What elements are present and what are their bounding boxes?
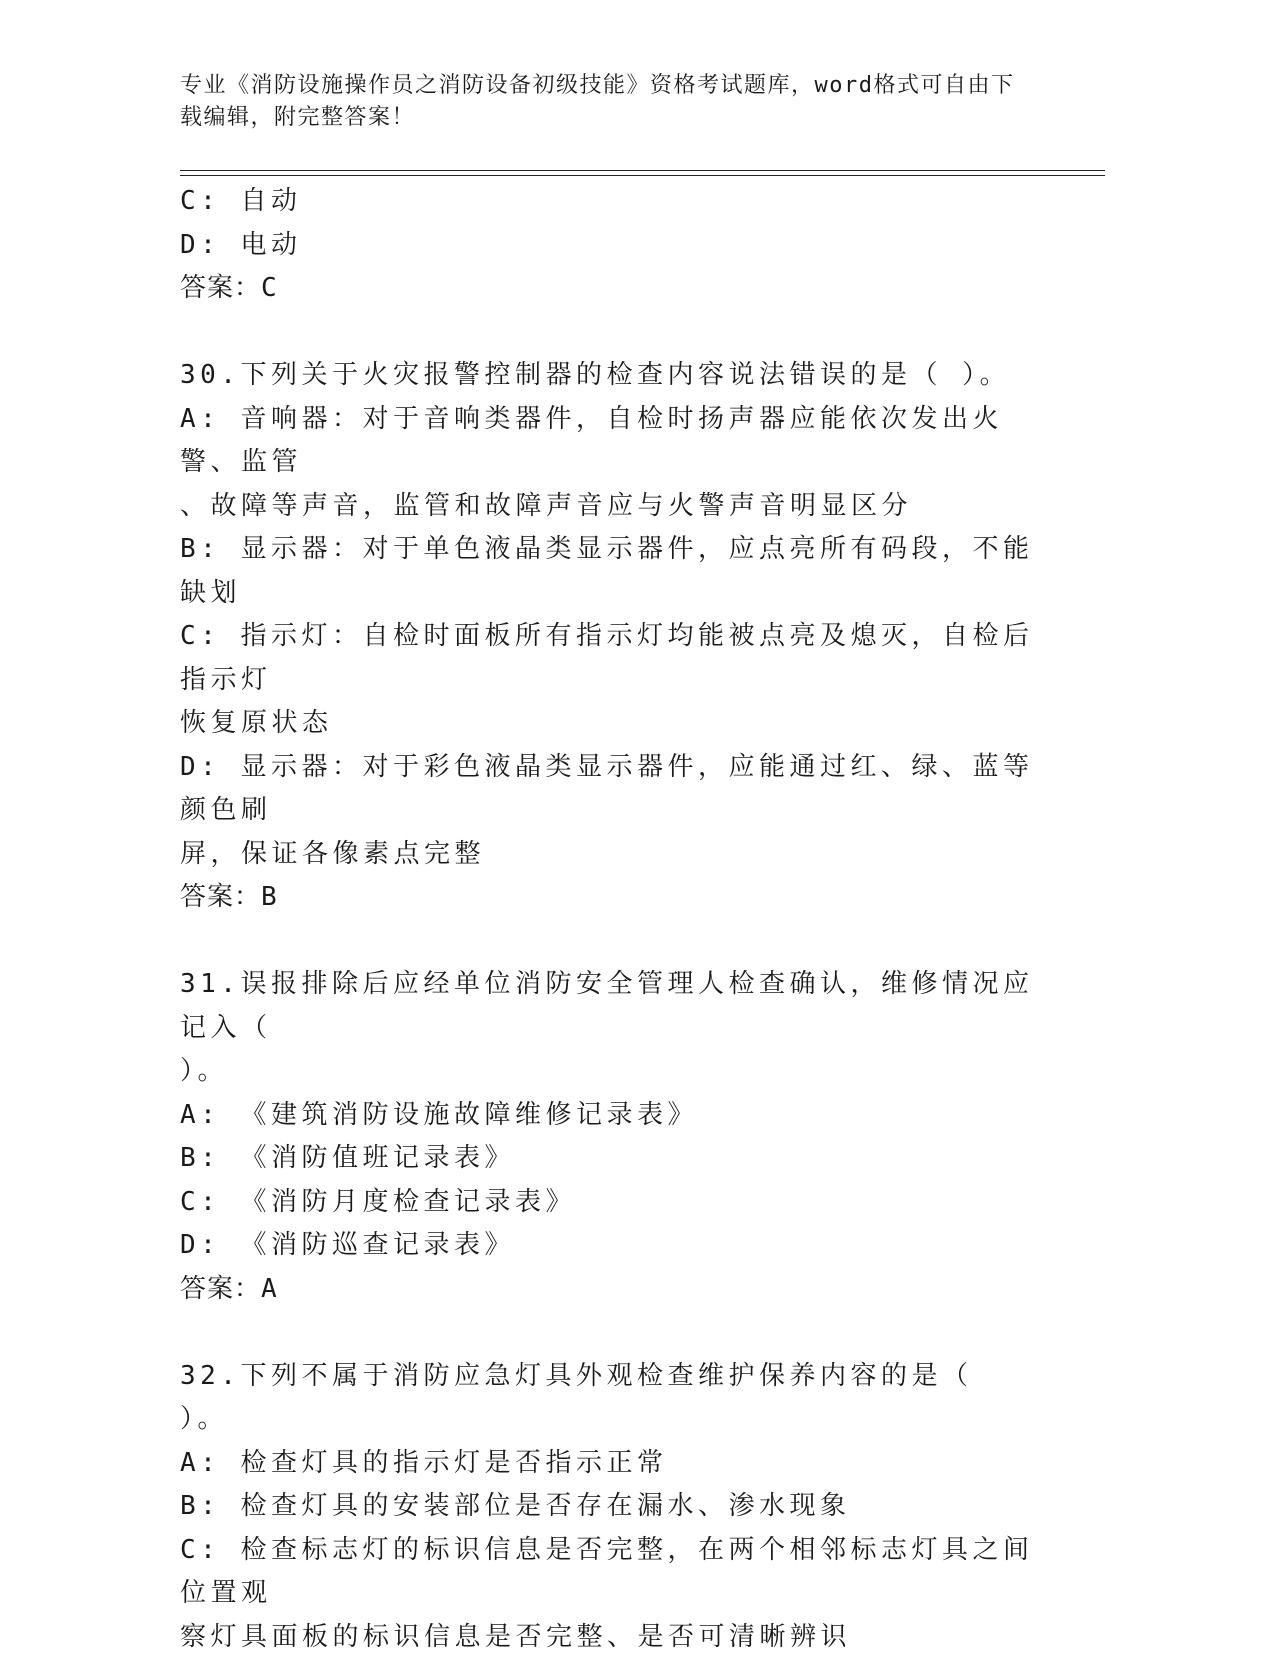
option-b: B: 《消防值班记录表》 xyxy=(180,1137,1040,1181)
spacer xyxy=(180,1311,1040,1355)
option-a: A: 音响器：对于音响类器件，自检时扬声器应能依次发出火警、监管 xyxy=(180,398,1040,485)
header-line-2: 载编辑，附完整答案！ xyxy=(180,102,1040,134)
option-a: A: 《建筑消防设施故障维修记录表》 xyxy=(180,1094,1040,1138)
answer: 答案：C xyxy=(180,267,1040,311)
answer: 答案：A xyxy=(180,1268,1040,1312)
header-line-1: 专业《消防设施操作员之消防设备初级技能》资格考试题库，word格式可自由下 xyxy=(180,70,1040,102)
question-stem: 30.下列关于火灾报警控制器的检查内容说法错误的是（ ）。 xyxy=(180,354,1040,398)
option-c-cont: 恢复原状态 xyxy=(180,702,1040,746)
option-c: C: 检查标志灯的标识信息是否完整，在两个相邻标志灯具之间位置观 xyxy=(180,1529,1040,1616)
question-32 xyxy=(180,1355,1040,1659)
document-body xyxy=(180,180,1040,1659)
option-b: B: 显示器：对于单色液晶类显示器件，应点亮所有码段，不能缺划 xyxy=(180,528,1040,615)
option-a: A: 检查灯具的指示灯是否指示正常 xyxy=(180,1442,1040,1486)
option-c: C: 《消防月度检查记录表》 xyxy=(180,1181,1040,1225)
option-c: C: 指示灯：自检时面板所有指示灯均能被点亮及熄灭，自检后指示灯 xyxy=(180,615,1040,702)
page-header xyxy=(180,70,1040,134)
option-d: D: 电动 xyxy=(180,224,1040,268)
spacer xyxy=(180,920,1040,964)
option-a-cont: 、故障等声音，监管和故障声音应与火警声音明显区分 xyxy=(180,485,1040,529)
header-divider-top xyxy=(180,170,1105,171)
prev-question xyxy=(180,180,1040,311)
spacer xyxy=(180,311,1040,355)
header-divider-bottom xyxy=(180,175,1105,176)
option-b: B: 检查灯具的安装部位是否存在漏水、渗水现象 xyxy=(180,1485,1040,1529)
option-d: D: 显示器：对于彩色液晶类显示器件，应能通过红、绿、蓝等颜色刷 xyxy=(180,746,1040,833)
answer: 答案：B xyxy=(180,876,1040,920)
option-d-cont: 屏，保证各像素点完整 xyxy=(180,833,1040,877)
question-31 xyxy=(180,963,1040,1311)
question-stem: 32.下列不属于消防应急灯具外观检查维护保养内容的是（ ）。 xyxy=(180,1355,1040,1442)
question-stem: 31.误报排除后应经单位消防安全管理人检查确认，维修情况应记入（ xyxy=(180,963,1040,1050)
question-stem-cont: ）。 xyxy=(180,1050,1040,1094)
option-c-cont: 察灯具面板的标识信息是否完整、是否可清晰辨识 xyxy=(180,1616,1040,1659)
question-30 xyxy=(180,354,1040,920)
option-c: C: 自动 xyxy=(180,180,1040,224)
option-d: D: 《消防巡查记录表》 xyxy=(180,1224,1040,1268)
